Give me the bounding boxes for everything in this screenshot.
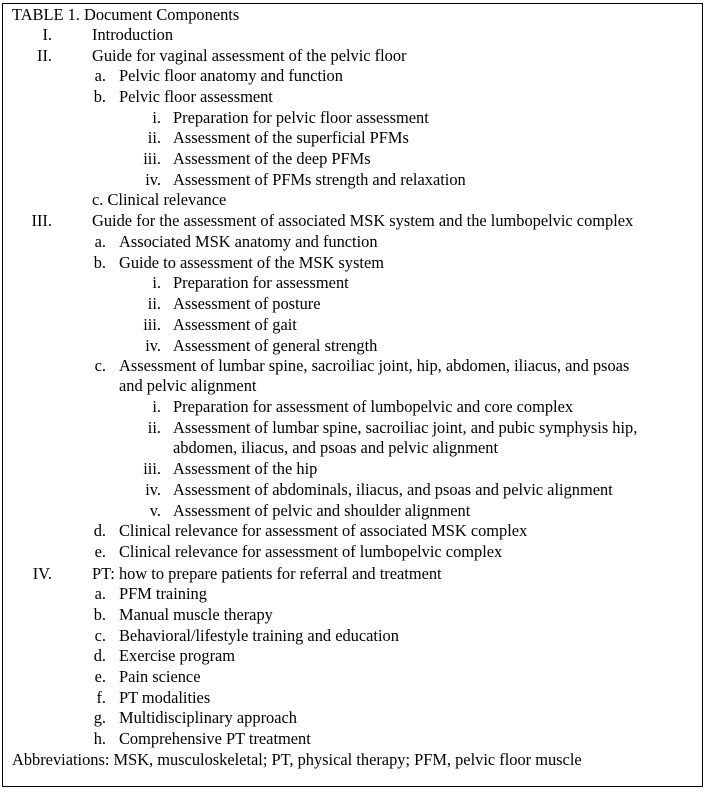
item-text-continued: abdomen, iliacus, and psoas and pelvic alignment <box>173 438 498 457</box>
item-marker: b. <box>93 253 106 272</box>
item-marker: ii. <box>147 128 161 147</box>
item-marker: iv. <box>145 336 161 355</box>
item-text: Preparation for assessment of lumbopelvic and core complex <box>173 397 574 416</box>
item-marker: i. <box>152 108 161 127</box>
item-marker: ii. <box>147 418 161 437</box>
item-marker: III. <box>31 211 52 230</box>
item-marker: v. <box>149 501 161 520</box>
item-marker: iii. <box>143 315 161 334</box>
item-text: Guide for vaginal assessment of the pelvic floor <box>92 46 407 65</box>
item-marker: b. <box>93 605 106 624</box>
item-marker: e. <box>94 542 106 561</box>
item-marker: f. <box>96 688 106 707</box>
item-text: Assessment of the hip <box>173 459 318 478</box>
item-marker: i. <box>152 273 161 292</box>
item-text: PT modalities <box>119 688 211 707</box>
item-marker: I. <box>42 25 52 44</box>
item-text: Comprehensive PT treatment <box>119 729 311 748</box>
item-text: PT: how to prepare patients for referral and treatment <box>92 564 442 583</box>
item-marker: b. <box>93 87 106 106</box>
item-text: Pain science <box>119 667 201 686</box>
item-text: Assessment of pelvic and shoulder alignment <box>173 501 471 520</box>
item-text: Multidisciplinary approach <box>119 708 297 727</box>
item-text: Assessment of gait <box>173 315 297 334</box>
item-text: Assessment of the deep PFMs <box>173 149 371 168</box>
item-marker: a. <box>94 584 106 603</box>
item-text: Assessment of the superficial PFMs <box>173 128 409 147</box>
abbreviations-note: Abbreviations: MSK, musculoskeletal; PT, physical therapy; PFM, pelvic floor muscle <box>12 750 582 769</box>
item-text: Clinical relevance for assessment of associated MSK complex <box>119 521 528 540</box>
item-text: Assessment of lumbar spine, sacroiliac joint, hip, abdomen, iliacus, and psoas <box>119 356 630 375</box>
item-marker: a. <box>94 66 106 85</box>
item-text: Pelvic floor assessment <box>119 87 273 106</box>
item-marker: II. <box>36 46 52 65</box>
item-text: Guide to assessment of the MSK system <box>119 253 384 272</box>
item-text: Guide for the assessment of associated MSK system and the lumbopelvic complex <box>92 211 634 230</box>
item-marker: c. <box>94 356 106 375</box>
item-marker: g. <box>93 708 106 727</box>
item-text: Manual muscle therapy <box>119 605 273 624</box>
item-text: Assessment of posture <box>173 294 321 313</box>
item-marker: IV. <box>32 564 52 583</box>
item-marker: d. <box>93 646 106 665</box>
item-text: Behavioral/lifestyle training and education <box>119 626 399 645</box>
item-marker: ii. <box>147 294 161 313</box>
item-marker: i. <box>152 397 161 416</box>
item-text-continued: and pelvic alignment <box>119 376 257 395</box>
item-text: Assessment of abdominals, iliacus, and psoas and pelvic alignment <box>173 480 613 499</box>
item-marker: iii. <box>143 459 161 478</box>
item-marker: a. <box>94 232 106 251</box>
item-text: PFM training <box>119 584 207 603</box>
item-text: Assessment of lumbar spine, sacroiliac joint, and pubic symphysis hip, <box>173 418 638 437</box>
item-text: Preparation for pelvic floor assessment <box>173 108 429 127</box>
item-marker: iii. <box>143 149 161 168</box>
item-marker: iv. <box>145 170 161 189</box>
item-text: Clinical relevance for assessment of lumbopelvic complex <box>119 542 503 561</box>
item-text: Associated MSK anatomy and function <box>119 232 378 251</box>
table-title: TABLE 1. Document Components <box>12 5 240 24</box>
item-marker: h. <box>93 729 106 748</box>
item-text: Exercise program <box>119 646 236 665</box>
item-text: Introduction <box>92 25 174 44</box>
list-item: c. Clinical relevance <box>92 190 227 209</box>
item-text: Assessment of PFMs strength and relaxation <box>173 170 466 189</box>
item-marker: c. <box>94 626 106 645</box>
item-marker: iv. <box>145 480 161 499</box>
item-text: Preparation for assessment <box>173 273 349 292</box>
item-text: Pelvic floor anatomy and function <box>119 66 343 85</box>
item-marker: d. <box>93 521 106 540</box>
item-marker: e. <box>94 667 106 686</box>
item-text: Assessment of general strength <box>173 336 378 355</box>
